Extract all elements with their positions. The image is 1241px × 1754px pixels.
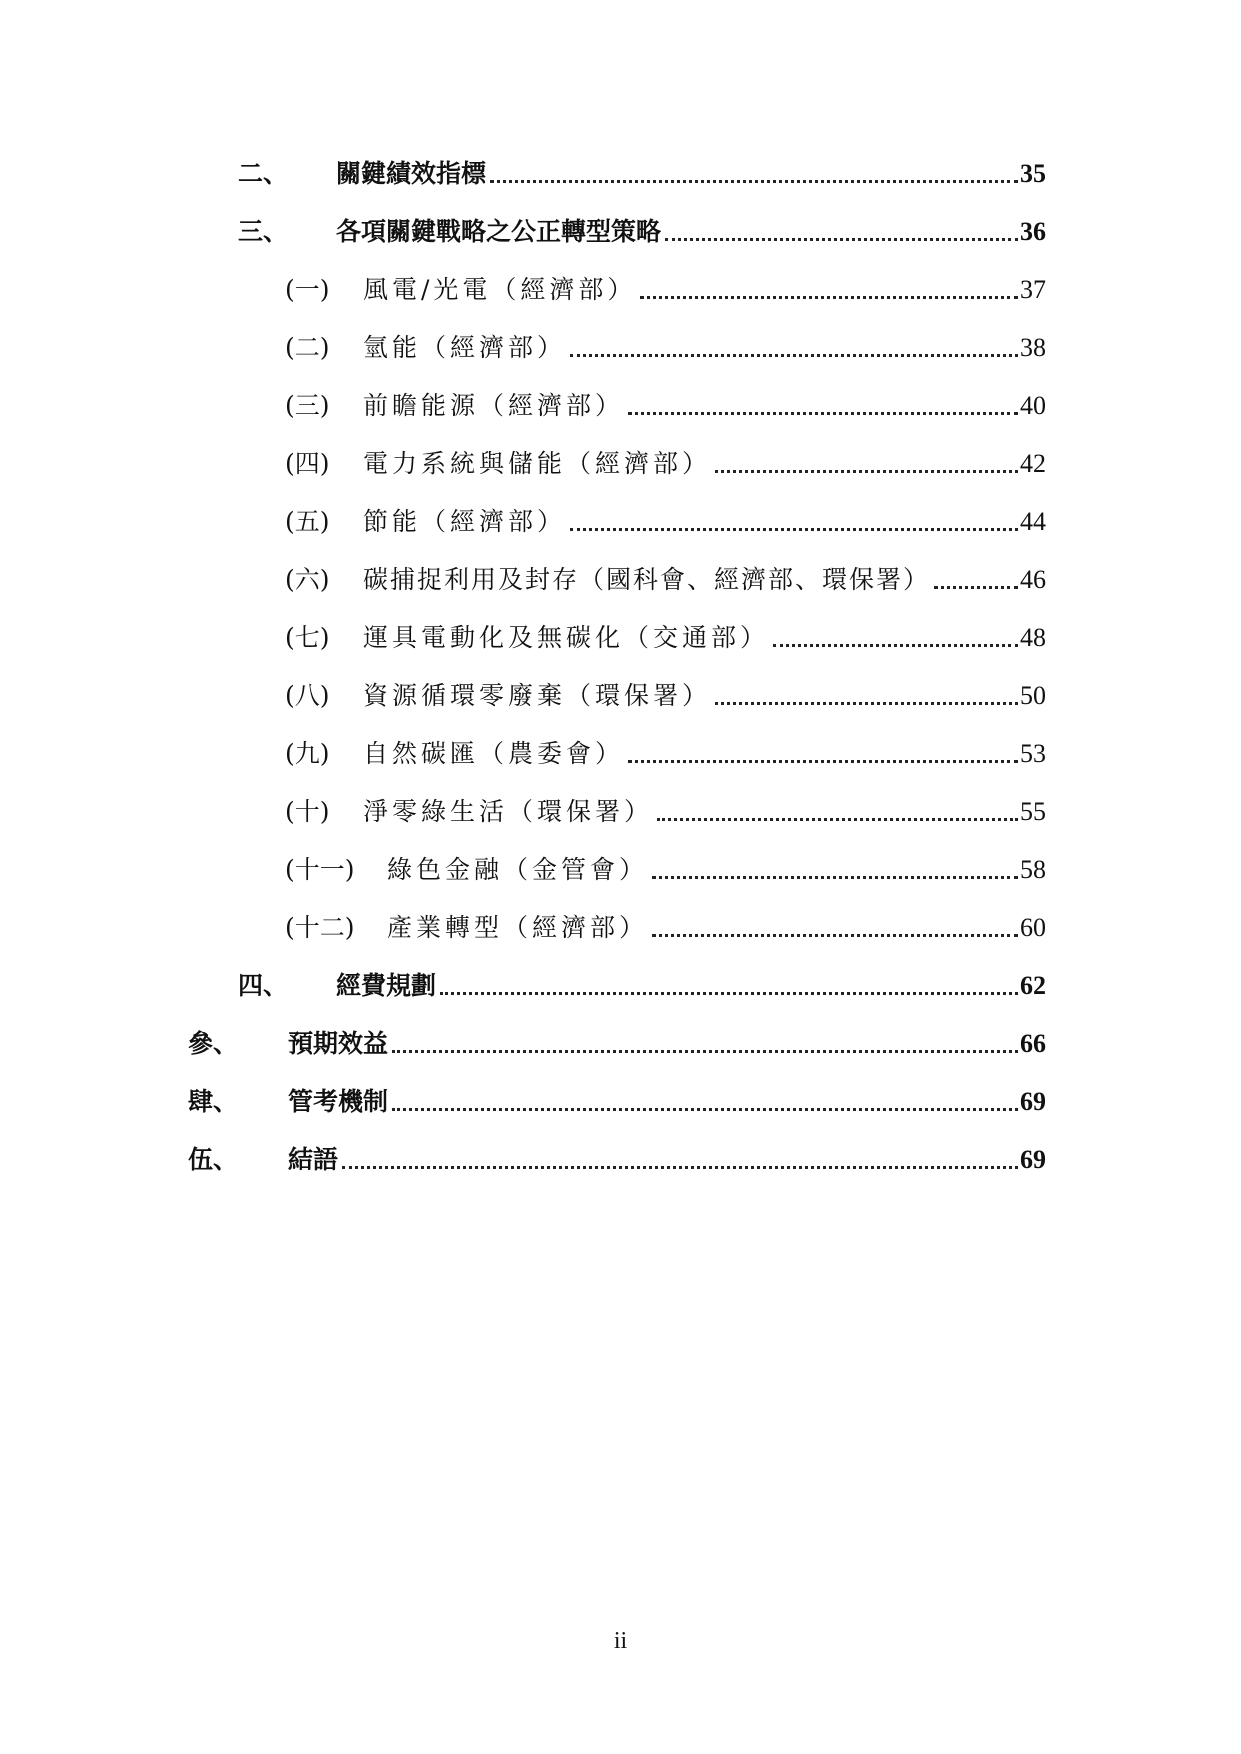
toc-entry-title: 關鍵績效指標 [336, 159, 487, 188]
toc-entry-page: 66 [1020, 1029, 1046, 1058]
dot-leader [628, 759, 1018, 763]
dot-leader [342, 1165, 1018, 1169]
dot-leader [628, 411, 1018, 415]
toc-entry[interactable] [285, 904, 1046, 944]
toc-entry[interactable] [285, 382, 1046, 422]
toc-entry-page: 53 [1020, 739, 1046, 768]
toc-entry-page: 60 [1020, 913, 1046, 942]
toc-entry-title: 綠色金融（金管會） [387, 855, 649, 884]
toc-entry-title: 節能（經濟部） [363, 507, 567, 536]
dot-leader [934, 585, 1018, 589]
dot-leader [657, 817, 1018, 821]
dot-leader [665, 237, 1018, 241]
dot-leader [570, 353, 1018, 357]
toc-entry-page: 55 [1020, 797, 1046, 826]
toc-entry-number: 肆、 [188, 1087, 239, 1116]
toc-entry[interactable] [188, 1078, 1046, 1118]
toc-entry-page: 40 [1020, 391, 1046, 420]
toc-entry[interactable] [285, 266, 1046, 306]
toc-entry[interactable] [285, 672, 1046, 712]
toc-entry[interactable] [285, 788, 1046, 828]
toc-entry-number: (十二) [285, 913, 355, 942]
toc-entry-title: 資源循環零廢棄（環保署） [363, 681, 712, 710]
dot-leader [715, 701, 1018, 705]
toc-entry[interactable] [285, 614, 1046, 654]
dot-leader [392, 1049, 1018, 1053]
toc-entry[interactable] [238, 208, 1046, 248]
toc-entry-title: 管考機制 [288, 1087, 389, 1116]
toc-entry-title: 運具電動化及無碳化（交通部） [363, 623, 770, 652]
toc-entry-number: 二、 [238, 159, 289, 188]
toc-entry-title: 碳捕捉利用及封存（國科會、經濟部、環保署） [363, 565, 931, 594]
toc-entry-page: 42 [1020, 449, 1046, 478]
toc-entry-page: 46 [1020, 565, 1046, 594]
toc-entry-page: 62 [1020, 971, 1046, 1000]
toc-entry-number: (八) [285, 681, 330, 710]
toc-entry-page: 38 [1020, 333, 1046, 362]
toc-entry-number: (二) [285, 333, 330, 362]
toc-entry-number: (四) [285, 449, 330, 478]
dot-leader [570, 527, 1018, 531]
toc-entry-title: 前瞻能源（經濟部） [363, 391, 625, 420]
dot-leader [490, 179, 1018, 183]
dot-leader [640, 295, 1018, 299]
toc-entry-title: 各項關鍵戰略之公正轉型策略 [336, 217, 662, 246]
toc-entry-page: 69 [1020, 1145, 1046, 1174]
dot-leader [773, 643, 1018, 647]
toc-entry-number: (七) [285, 623, 330, 652]
dot-leader [652, 933, 1018, 937]
toc-entry[interactable] [285, 440, 1046, 480]
page-number-footer: ii [613, 1628, 628, 1654]
toc-entry[interactable] [188, 1020, 1046, 1060]
toc-entry-number: (十一) [285, 855, 355, 884]
toc-entry-number: 伍、 [188, 1145, 239, 1174]
toc-entry-page: 37 [1020, 275, 1046, 304]
toc-entry-number: 四、 [238, 971, 289, 1000]
toc-entry[interactable] [188, 1136, 1046, 1176]
toc-entry-number: (九) [285, 739, 330, 768]
toc-entry-title: 預期效益 [288, 1029, 389, 1058]
toc-entry[interactable] [238, 150, 1046, 190]
toc-entry-title: 風電/光電（經濟部） [363, 275, 637, 304]
toc-entry-title: 經費規劃 [336, 971, 437, 1000]
toc-entry-number: (十) [285, 797, 330, 826]
toc-entry-page: 35 [1020, 159, 1046, 188]
toc-entry[interactable] [238, 962, 1046, 1002]
toc-entry-number: (一) [285, 275, 330, 304]
toc-entry-number: 參、 [188, 1029, 239, 1058]
toc-entry-title: 結語 [288, 1145, 339, 1174]
toc-entry-page: 50 [1020, 681, 1046, 710]
toc-entry[interactable] [285, 324, 1046, 364]
toc-entry-title: 電力系統與儲能（經濟部） [363, 449, 712, 478]
toc-entry-title: 自然碳匯（農委會） [363, 739, 625, 768]
toc-entry-title: 氫能（經濟部） [363, 333, 567, 362]
toc-entry-number: (五) [285, 507, 330, 536]
toc-entry[interactable] [285, 556, 1046, 596]
toc-entry-title: 產業轉型（經濟部） [387, 913, 649, 942]
toc-entry[interactable] [285, 498, 1046, 538]
toc-entry-number: (三) [285, 391, 330, 420]
toc-entry-page: 58 [1020, 855, 1046, 884]
dot-leader [715, 469, 1018, 473]
toc-entry-number: 三、 [238, 217, 289, 246]
dot-leader [440, 991, 1018, 995]
toc-entry-page: 48 [1020, 623, 1046, 652]
toc-entry-page: 69 [1020, 1087, 1046, 1116]
toc-entry[interactable] [285, 730, 1046, 770]
dot-leader [652, 875, 1018, 879]
toc-entry-number: (六) [285, 565, 330, 594]
toc-entry-page: 44 [1020, 507, 1046, 536]
toc-entry-page: 36 [1020, 217, 1046, 246]
dot-leader [392, 1107, 1018, 1111]
toc-entry-title: 淨零綠生活（環保署） [363, 797, 654, 826]
toc-entry[interactable] [285, 846, 1046, 886]
